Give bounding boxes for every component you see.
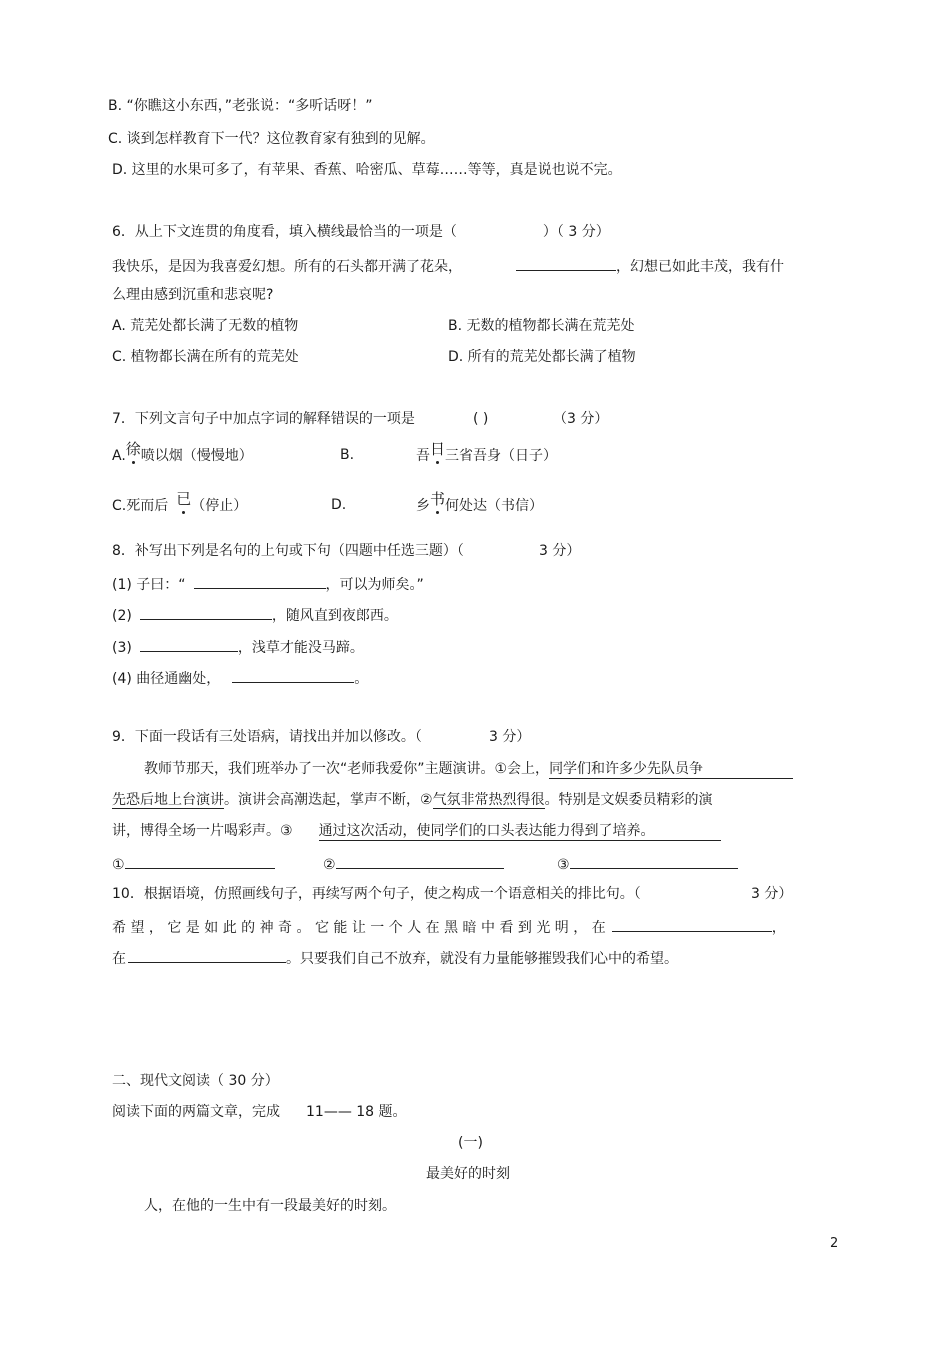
q9-passage-line3 <box>112 822 721 841</box>
q6-text-b: ，幻想已如此丰茂，我有什 <box>616 259 784 275</box>
section2-part-label: (一) <box>458 1135 483 1151</box>
q10-score: 3 分） <box>751 886 793 902</box>
q7-stem: 7．下列文言句子中加点字词的解释错误的一项是 <box>112 411 415 427</box>
q7-option-b <box>416 440 558 465</box>
q7-b-rest: 三省吾身（日子） <box>445 448 558 464</box>
q6-text-line1 <box>112 255 784 276</box>
q6-option-a: A. 荒芜处都长满了无数的植物 <box>112 318 299 334</box>
q6-text-a: 我快乐，是因为我喜爱幻想。所有的石头都开满了花朵， <box>112 259 462 275</box>
q10-line2 <box>112 947 678 968</box>
q9-p2-underlined-1: 先恐后地上台演讲 <box>112 792 224 808</box>
q8-line2 <box>112 604 398 625</box>
q8-l3-pre: (3) <box>112 640 132 656</box>
q7-c-dotted-char: 已 <box>176 490 192 508</box>
q8-line3 <box>112 636 364 657</box>
q8-blank-2[interactable] <box>140 604 272 620</box>
q6-option-c: C. 植物都长满在所有的荒芜处 <box>112 349 299 365</box>
q10-blank-2[interactable] <box>128 947 286 963</box>
essay-first-line: 人，在他的一生中有一段最美好的时刻。 <box>144 1198 396 1214</box>
q6-option-b: B. 无数的植物都长满在荒芜处 <box>448 318 635 334</box>
q9-marker-1: ① <box>112 857 125 873</box>
q10-l2-post: 。只要我们自己不放弃，就没有力量能够摧毁我们心中的希望。 <box>286 951 678 967</box>
q7-option-c <box>112 490 248 515</box>
q8-line4 <box>112 667 368 688</box>
q6-stem <box>112 223 610 241</box>
q8-l2-post: ，随风直到夜郎西。 <box>271 608 398 624</box>
section2-title: 二、现代文阅读（ 30 分） <box>112 1073 279 1089</box>
q8-l4-pre: (4) 曲径通幽处， <box>112 671 221 687</box>
q9-blank-2[interactable] <box>336 853 504 869</box>
q9-p2-underlined-2: 气氛非常热烈得很 <box>432 792 545 808</box>
q8-stem: 8．补写出下列是名句的上句或下句（四题中任选三题）（ <box>112 543 464 559</box>
q9-score: 3 分） <box>489 729 531 745</box>
q10-l2-pre: 在 <box>112 951 126 967</box>
q9-p2-text-b: 。特别是文娱委员精彩的演 <box>544 792 713 808</box>
q9-p1-underlined: 同学们和许多少先队员争 <box>549 760 793 779</box>
q6-text-line2: 么理由感到沉重和悲哀呢? <box>112 287 274 303</box>
section2-intro-a: 阅读下面的两篇文章，完成 <box>112 1104 280 1120</box>
q9-answer-2 <box>323 853 504 874</box>
q7-d-label: D. <box>331 497 347 513</box>
q7-b-dotted-char: 日 <box>430 440 446 458</box>
q9-blank-1[interactable] <box>125 853 275 869</box>
q9-p3-text: 讲，博得全场一片喝彩声。③ <box>112 823 293 839</box>
q5-option-b: B. “你瞧这小东西，”老张说：“多听话呀！” <box>108 98 373 114</box>
q8-l1-pre: (1) 子曰：“ <box>112 577 186 593</box>
q10-l1-end: ， <box>771 920 786 936</box>
q7-a-rest: 喷以烟（慢慢地） <box>140 448 253 464</box>
essay-title: 最美好的时刻 <box>426 1166 510 1182</box>
q7-a-dotted-char: 徐 <box>125 440 141 458</box>
q7-a-label: A. <box>112 448 126 464</box>
q5-option-c: C. 谈到怎样教育下一代？这位教育家有独到的见解。 <box>108 131 435 147</box>
q7-score: （3 分） <box>553 411 609 427</box>
section2-intro <box>112 1103 407 1121</box>
q9-answer-3 <box>557 853 738 874</box>
q8-blank-3[interactable] <box>140 636 238 652</box>
q6-stem-end: ）（ 3 分） <box>542 224 610 240</box>
section2-intro-b: 11—— 18 题。 <box>306 1104 407 1120</box>
q9-blank-3[interactable] <box>570 853 738 869</box>
q6-fill-blank[interactable] <box>516 255 616 271</box>
q10-stem: 10．根据语境，仿照画线句子，再续写两个句子，使之构成一个语意相关的排比句。（ <box>112 886 641 902</box>
q10-l1-text: 希 望 ， 它 是 如 此 的 神 奇 。 它 能 让 一 个 人 在 黑 暗 中 看 到 光 明 ， 在 <box>112 920 606 936</box>
q8-score: 3 分） <box>539 543 581 559</box>
q6-option-d: D. 所有的荒芜处都长满了植物 <box>448 349 636 365</box>
q5-option-d: D. 这里的水果可多了，有苹果、香蕉、哈密瓜、草莓……等等，真是说也说不完。 <box>112 162 622 178</box>
q9-stem: 9．下面一段话有三处语病，请找出并加以修改。（ <box>112 729 422 745</box>
q9-p3-underlined: 通过这次活动，使同学们的口头表达能力得到了培养。 <box>319 822 721 841</box>
q7-d-pre: 乡 <box>416 498 430 514</box>
q9-p2-text-a: 。演讲会高潮迭起，掌声不断，② <box>224 792 433 808</box>
q8-l4-post: 。 <box>354 671 369 687</box>
q10-line1 <box>112 916 786 937</box>
q9-passage-line2 <box>112 791 713 809</box>
q10-blank-1[interactable] <box>612 916 772 932</box>
q7-d-dotted-char: 书 <box>430 490 446 508</box>
q9-marker-3: ③ <box>557 857 570 873</box>
page-number: 2 <box>830 1236 839 1251</box>
q8-line1 <box>112 573 424 594</box>
q7-option-d <box>416 490 544 515</box>
q7-paren: ( ) <box>473 411 489 427</box>
q9-marker-2: ② <box>323 857 336 873</box>
q8-blank-1[interactable] <box>194 573 326 589</box>
q8-l3-post: ，浅草才能没马蹄。 <box>237 640 364 656</box>
q6-stem-text: 6．从上下文连贯的角度看，填入横线最恰当的一项是（ <box>112 224 457 240</box>
q9-p1-text: 教师节那天，我们班举办了一次“老师我爱你”主题演讲。①会上， <box>144 761 550 777</box>
q8-l2-pre: (2) <box>112 608 132 624</box>
q8-blank-4[interactable] <box>232 667 354 683</box>
q7-d-rest: 何处达（书信） <box>445 498 544 514</box>
q9-passage-line1 <box>144 760 793 779</box>
q7-c-label: C.死而后 <box>112 498 169 514</box>
q8-l1-post: ，可以为师矣。” <box>325 577 424 593</box>
q7-c-rest: （停止） <box>191 498 248 514</box>
q7-b-label: B. <box>340 447 355 463</box>
q7-option-a <box>112 440 253 465</box>
q9-answer-1 <box>112 853 275 874</box>
q7-b-pre: 吾 <box>416 448 430 464</box>
